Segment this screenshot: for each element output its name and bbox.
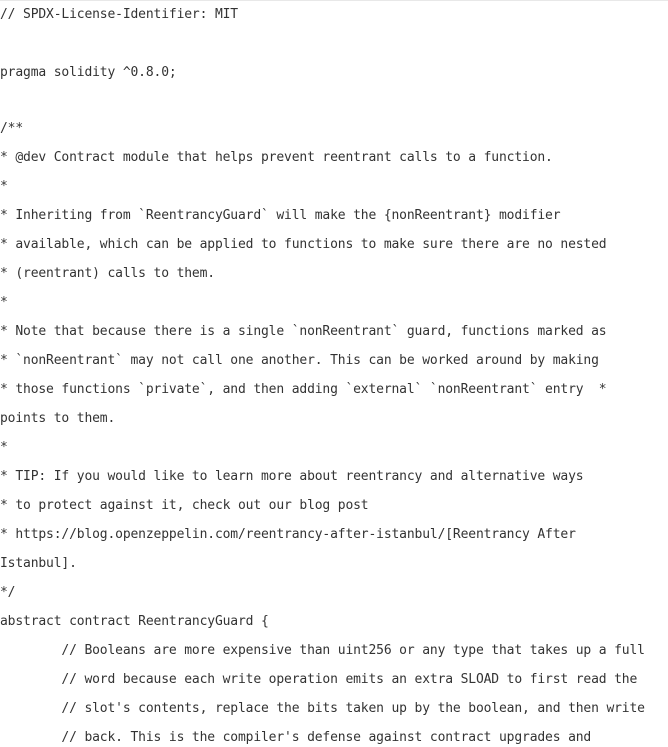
code-line-18: * to protect against it, check out our blog post: [0, 498, 369, 513]
code-line-9: * available, which can be applied to functions to make sure there are no nested: [0, 237, 607, 252]
code-line-3: pragma solidity ^0.8.0;: [0, 65, 177, 80]
code-line-15: points to them.: [0, 411, 116, 426]
code-line-21: */: [0, 585, 16, 600]
code-line-6: * @dev Contract module that helps prevent reentrant calls to a function.: [0, 150, 553, 165]
code-line-16: *: [0, 440, 8, 455]
code-line-26: // back. This is the compiler's defense against contract upgrades and: [0, 730, 592, 745]
code-line-17: * TIP: If you would like to learn more about reentrancy and alternative ways: [0, 469, 584, 484]
code-line-10: * (reentrant) calls to them.: [0, 266, 215, 281]
code-line-24: // word because each write operation emits an extra SLOAD to first read the: [0, 672, 638, 687]
code-line-19: * https://blog.openzeppelin.com/reentrancy-after-istanbul/[Reentrancy After: [0, 527, 576, 542]
code-line-11: *: [0, 295, 8, 310]
code-line-5: /**: [0, 121, 24, 136]
code-line-12: * Note that because there is a single `nonReentrant` guard, functions marked as: [0, 324, 607, 339]
code-line-20: Istanbul].: [0, 556, 77, 571]
code-line-13: * `nonReentrant` may not call one another. This can be worked around by making: [0, 353, 599, 368]
code-line-14: * those functions `private`, and then adding `external` `nonReentrant` entry *: [0, 382, 607, 397]
code-line-22: abstract contract ReentrancyGuard {: [0, 614, 269, 629]
code-line-23: // Booleans are more expensive than uint256 or any type that takes up a full: [0, 643, 645, 658]
code-line-7: *: [0, 179, 8, 194]
code-line-8: * Inheriting from `ReentrancyGuard` will make the {nonReentrant} modifier: [0, 208, 561, 223]
code-line-1: // SPDX-License-Identifier: MIT: [0, 7, 238, 22]
code-line-25: // slot's contents, replace the bits taken up by the boolean, and then write: [0, 701, 645, 716]
